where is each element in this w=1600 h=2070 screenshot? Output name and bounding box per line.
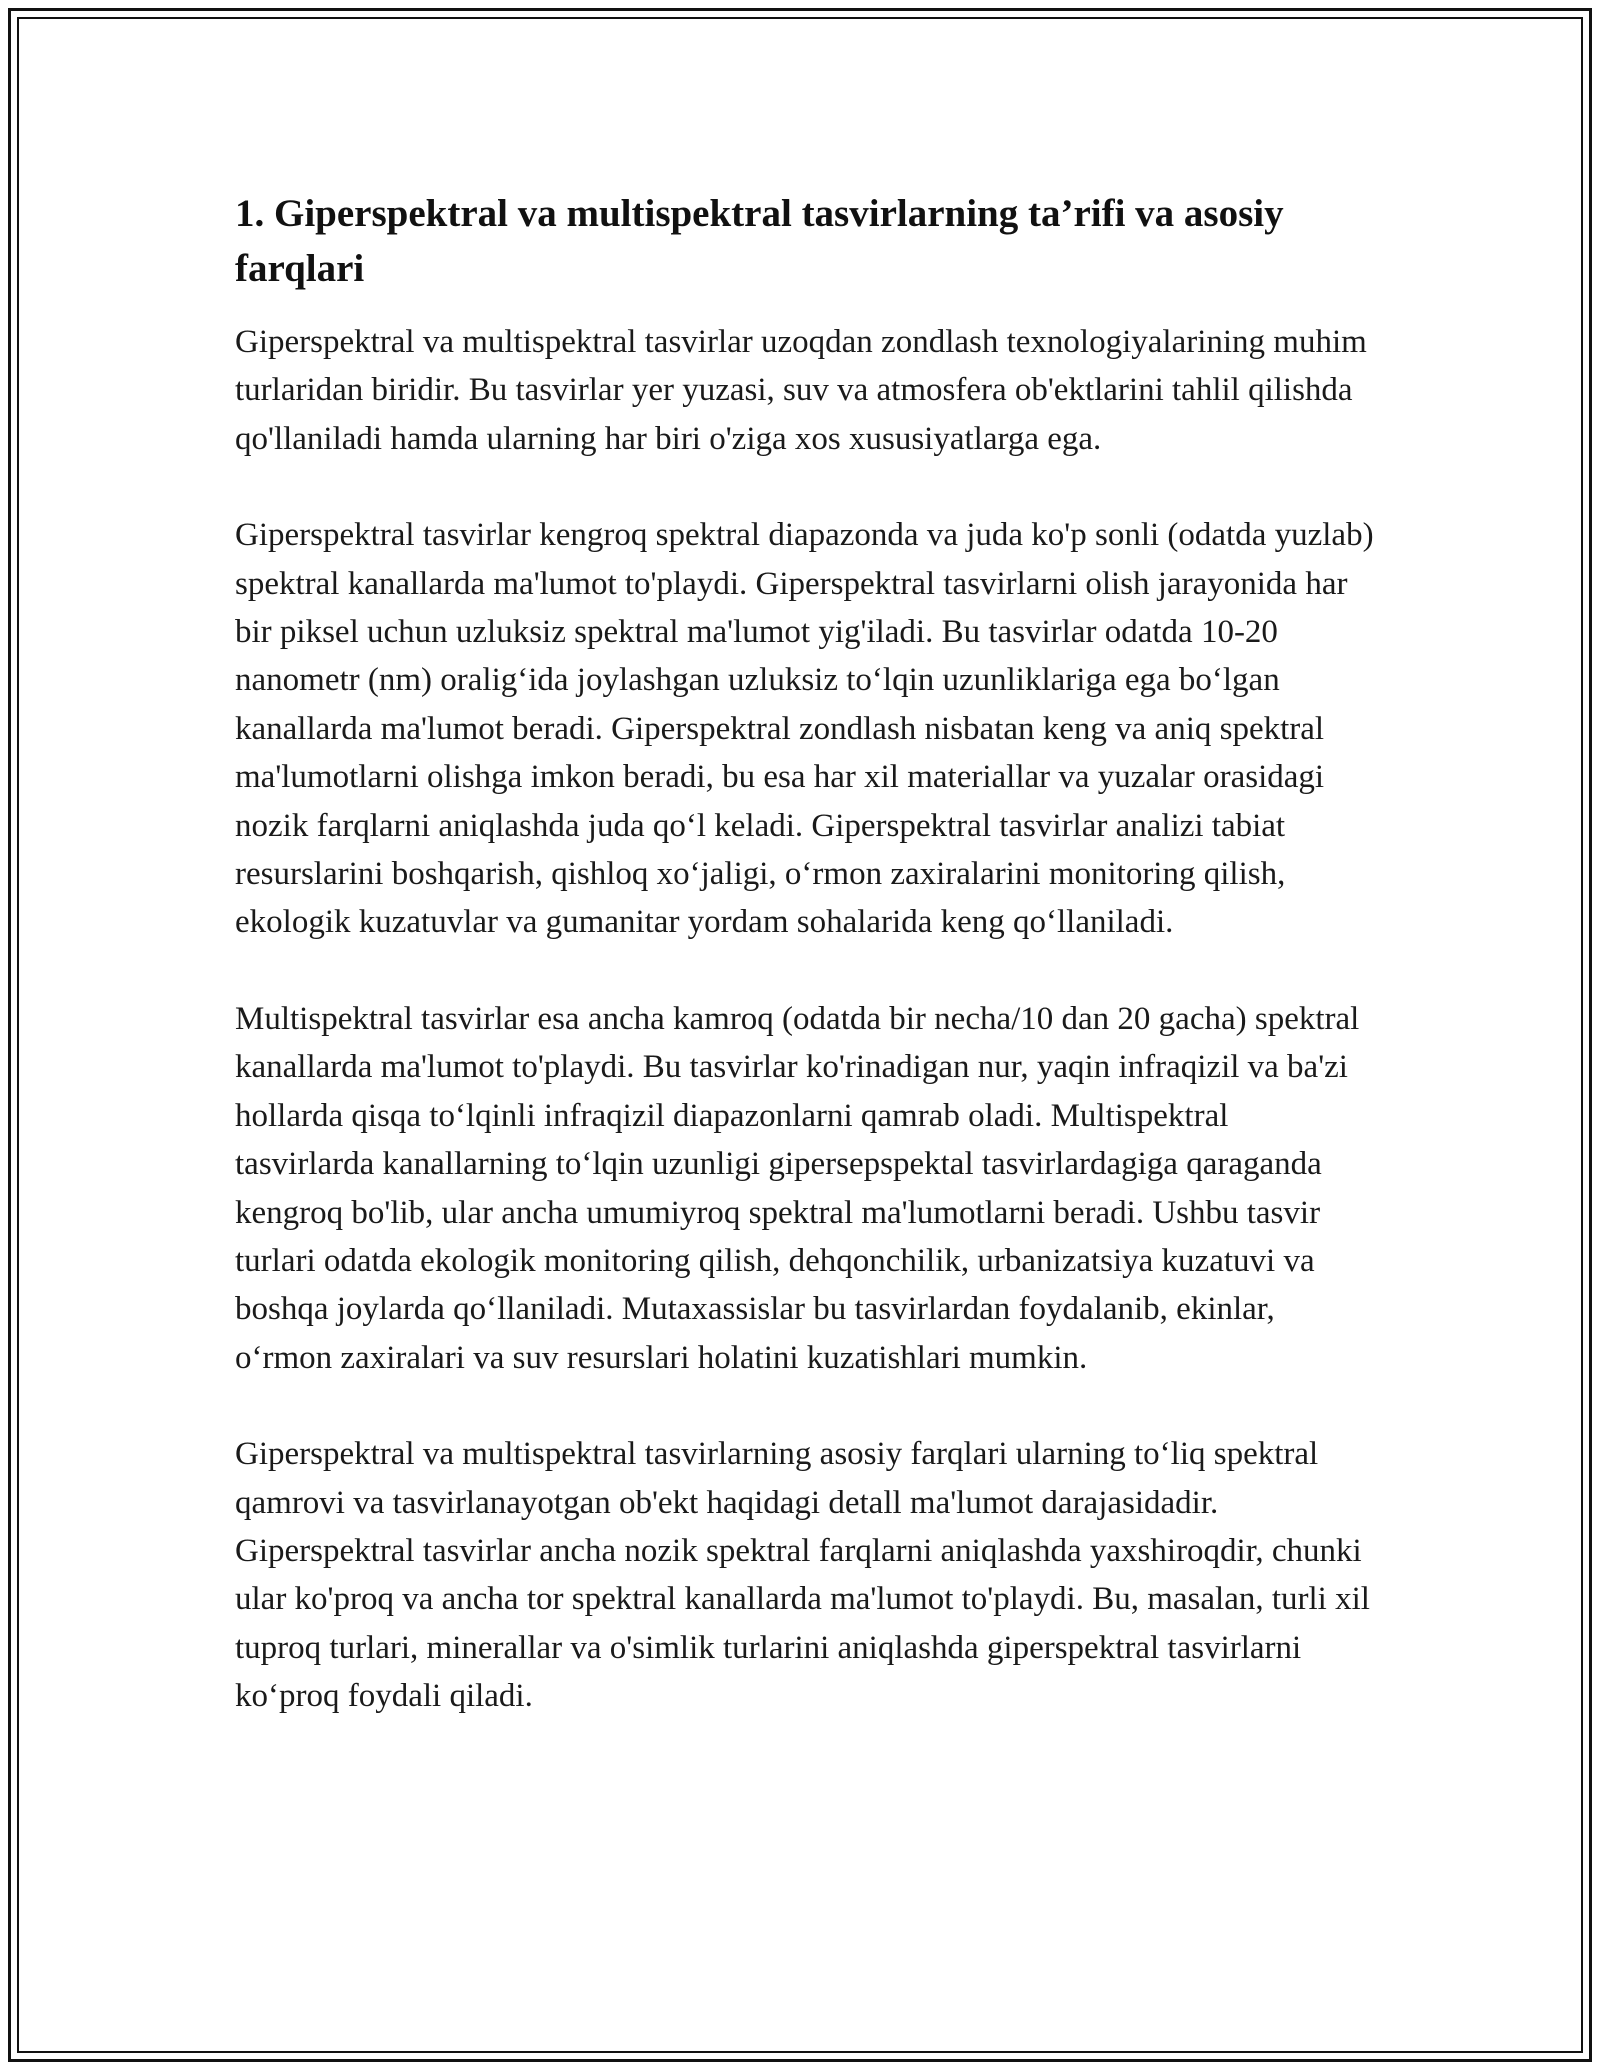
- paragraph-hyperspectral: Giperspektral tasvirlar kengroq spektral diapazonda va juda ko'p sonli (odatda yuzlab) spektral kanallarda ma'lumot to'playdi. Giperspektral tasvirlarni olish jarayonida har bir piksel uchun uzluksiz spektral ma'lumot yig'iladi. Bu tasvirlar odatda 10-20 nanometr (nm) oralig‘ida joylashgan uzluksiz to‘lqin uzunliklariga ega bo‘lgan kanallarda ma'lumot beradi. Giperspektral zondlash nisbatan keng va aniq spektral ma'lumotlarni olishga imkon beradi, bu esa har xil materiallar va yuzalar orasidagi nozik farqlarni aniqlashda juda qo‘l keladi. Giperspektral tasvirlar analizi tabiat resurslarini boshqarish, qishloq xo‘jaligi, o‘rmon zaxiralarini monitoring qilish, ekologik kuzatuvlar va gumanitar yordam sohalarida keng qo‘llaniladi.: [235, 517, 1374, 941]
- paragraph-multispectral: Multispektral tasvirlar esa ancha kamroq (odatda bir necha/10 dan 20 gacha) spektral kanallarda ma'lumot to'playdi. Bu tasvirlar ko'rinadigan nur, yaqin infraqizil va ba'zi hollarda qisqa to‘lqinli infraqizil diapazonlarni qamrab oladi. Multispektral tasvirlarda kanallarning to‘lqin uzunligi gipersepspektal tasvirlardagiga qaraganda kengroq bo'lib, ular ancha umumiyroq spektral ma'lumotlarni beradi. Ushbu tasvir turlari odatda ekologik monitoring qilish, dehqonchilik, urbanizatsiya kuzatuvi va boshqa joylarda qo‘llaniladi. Mutaxassislar bu tasvirlardan foydalanib, ekinlar, o‘rmon zaxiralari va suv resurslari holatini kuzatishlari mumkin.: [235, 1000, 1360, 1376]
- paragraph-differences: Giperspektral va multispektral tasvirlarning asosiy farqlari ularning to‘liq spektral qamrovi va tasvirlanayotgan ob'ekt haqidagi detall ma'lumot darajasidadir. Giperspektral tasvirlar ancha nozik spektral farqlarni aniqlashda yaxshiroqdir, chunki ular ko'proq va ancha tor spektral kanallarda ma'lumot to'playdi. Bu, masalan, turli xil tuproq turlari, minerallar va o'simlik turlarini aniqlashda giperspektral tasvirlarni ko‘proq foydali qiladi.: [235, 1436, 1370, 1715]
- section-heading: 1. Giperspektral va multispektral tasvirlarning ta’rifi va asosiy farqlari: [235, 192, 1284, 290]
- document-body: [235, 186, 1375, 1721]
- paragraph-intro: Giperspektral va multispektral tasvirlar uzoqdan zondlash texnologiyalarining muhim turlaridan biridir. Bu tasvirlar yer yuzasi, suv va atmosfera ob'ektlarini tahlil qilishda qo'llaniladi hamda ularning har biri o'ziga xos xususiyatlarga ega.: [235, 324, 1367, 457]
